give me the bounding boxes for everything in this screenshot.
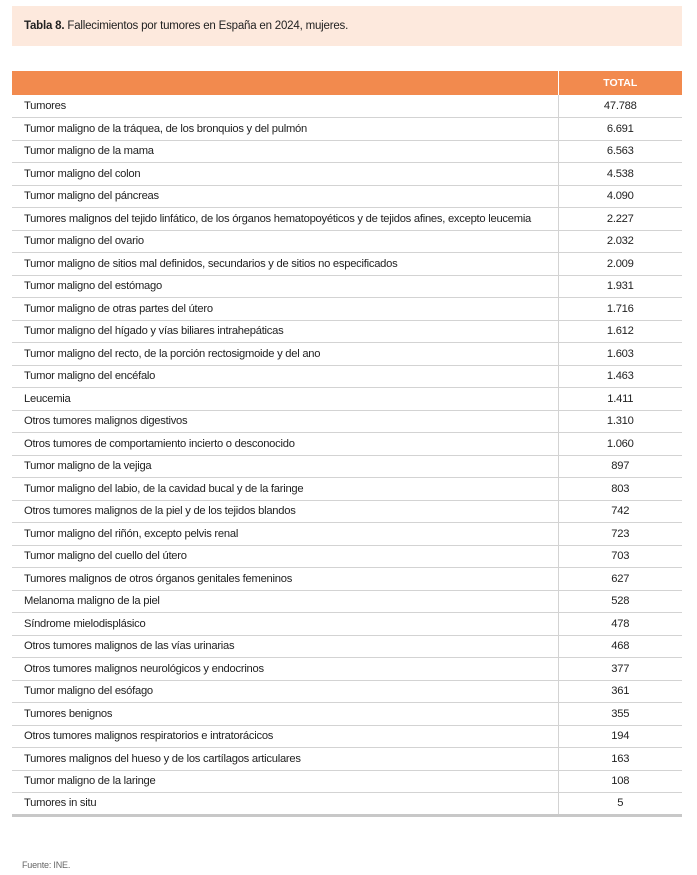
row-total: 5 (558, 793, 682, 816)
row-total: 1.716 (558, 298, 682, 321)
row-total: 361 (558, 680, 682, 703)
row-total: 703 (558, 545, 682, 568)
row-total: 897 (558, 455, 682, 478)
table-row (12, 343, 682, 366)
table-row (12, 433, 682, 456)
table-row (12, 410, 682, 433)
row-label: Tumor maligno del esófago (12, 680, 558, 703)
row-label: Tumores in situ (12, 793, 558, 816)
table-row (12, 545, 682, 568)
row-total: 1.931 (558, 275, 682, 298)
table-row (12, 635, 682, 658)
row-label: Tumor maligno del recto, de la porción rectosigmoide y del ano (12, 343, 558, 366)
row-total: 1.612 (558, 320, 682, 343)
table-caption (12, 6, 682, 46)
table-row (12, 320, 682, 343)
table-row (12, 275, 682, 298)
table-row (12, 793, 682, 816)
header-label-cell (12, 71, 558, 95)
row-label: Tumor maligno del hígado y vías biliares intrahepáticas (12, 320, 558, 343)
row-total: 627 (558, 568, 682, 591)
table-row (12, 590, 682, 613)
row-label: Melanoma maligno de la piel (12, 590, 558, 613)
table-row (12, 725, 682, 748)
row-total: 2.227 (558, 208, 682, 231)
table-row (12, 748, 682, 771)
table-row (12, 568, 682, 591)
row-label: Otros tumores malignos de la piel y de los tejidos blandos (12, 500, 558, 523)
caption-label: Tabla 8. (24, 20, 65, 32)
row-label: Tumores (12, 95, 558, 118)
row-total: 194 (558, 725, 682, 748)
row-total: 1.310 (558, 410, 682, 433)
row-label: Otros tumores malignos de las vías urinarias (12, 635, 558, 658)
row-total: 355 (558, 703, 682, 726)
table-row (12, 658, 682, 681)
table-header-row (12, 71, 682, 95)
table-row (12, 163, 682, 186)
row-label: Tumores malignos de otros órganos genitales femeninos (12, 568, 558, 591)
table-row (12, 185, 682, 208)
row-label: Otros tumores de comportamiento incierto o desconocido (12, 433, 558, 456)
row-label: Tumor maligno de sitios mal definidos, secundarios y de sitios no especificados (12, 253, 558, 276)
row-total: 803 (558, 478, 682, 501)
row-label: Tumor maligno del labio, de la cavidad bucal y de la faringe (12, 478, 558, 501)
row-total: 4.538 (558, 163, 682, 186)
caption-text: Fallecimientos por tumores en España en 2024, mujeres. (67, 20, 349, 32)
data-table (12, 71, 682, 817)
row-total: 528 (558, 590, 682, 613)
row-total: 4.090 (558, 185, 682, 208)
table-row (12, 523, 682, 546)
row-total: 742 (558, 500, 682, 523)
table-row (12, 703, 682, 726)
row-label: Otros tumores malignos neurológicos y endocrinos (12, 658, 558, 681)
table-row (12, 613, 682, 636)
row-label: Tumor maligno del ovario (12, 230, 558, 253)
row-label: Tumor maligno del cuello del útero (12, 545, 558, 568)
row-label: Otros tumores malignos respiratorios e intratorácicos (12, 725, 558, 748)
row-total: 6.691 (558, 118, 682, 141)
table-row (12, 455, 682, 478)
row-total: 6.563 (558, 140, 682, 163)
table-row (12, 118, 682, 141)
table-row (12, 140, 682, 163)
table-row (12, 388, 682, 411)
row-total: 163 (558, 748, 682, 771)
row-total: 2.032 (558, 230, 682, 253)
row-label: Tumor maligno de otras partes del útero (12, 298, 558, 321)
row-label: Tumor maligno del páncreas (12, 185, 558, 208)
row-label: Leucemia (12, 388, 558, 411)
table-body (12, 95, 682, 815)
row-label: Tumores benignos (12, 703, 558, 726)
table-row (12, 770, 682, 793)
row-label: Tumor maligno de la laringe (12, 770, 558, 793)
row-total: 1.603 (558, 343, 682, 366)
table-row (12, 253, 682, 276)
row-total: 2.009 (558, 253, 682, 276)
row-label: Tumores malignos del hueso y de los cartílagos articulares (12, 748, 558, 771)
header-total-cell: TOTAL (558, 71, 682, 95)
table-row (12, 95, 682, 118)
row-total: 1.463 (558, 365, 682, 388)
row-label: Tumor maligno del encéfalo (12, 365, 558, 388)
row-label: Tumor maligno del estómago (12, 275, 558, 298)
row-label: Tumor maligno de la tráquea, de los bronquios y del pulmón (12, 118, 558, 141)
row-label: Tumor maligno del colon (12, 163, 558, 186)
table-row (12, 230, 682, 253)
row-label: Otros tumores malignos digestivos (12, 410, 558, 433)
table-row (12, 478, 682, 501)
table-row (12, 365, 682, 388)
table-row (12, 500, 682, 523)
row-label: Tumor maligno de la vejiga (12, 455, 558, 478)
row-total: 468 (558, 635, 682, 658)
row-total: 47.788 (558, 95, 682, 118)
row-total: 377 (558, 658, 682, 681)
row-total: 1.060 (558, 433, 682, 456)
row-label: Síndrome mielodisplásico (12, 613, 558, 636)
table-row (12, 680, 682, 703)
row-label: Tumor maligno del riñón, excepto pelvis renal (12, 523, 558, 546)
table-row (12, 208, 682, 231)
row-total: 723 (558, 523, 682, 546)
source-note: Fuente: INE. (22, 860, 71, 870)
row-label: Tumor maligno de la mama (12, 140, 558, 163)
row-total: 108 (558, 770, 682, 793)
row-total: 1.411 (558, 388, 682, 411)
table-row (12, 298, 682, 321)
row-total: 478 (558, 613, 682, 636)
row-label: Tumores malignos del tejido linfático, de los órganos hematopoyéticos y de tejidos afines, excepto leucemia (12, 208, 558, 231)
